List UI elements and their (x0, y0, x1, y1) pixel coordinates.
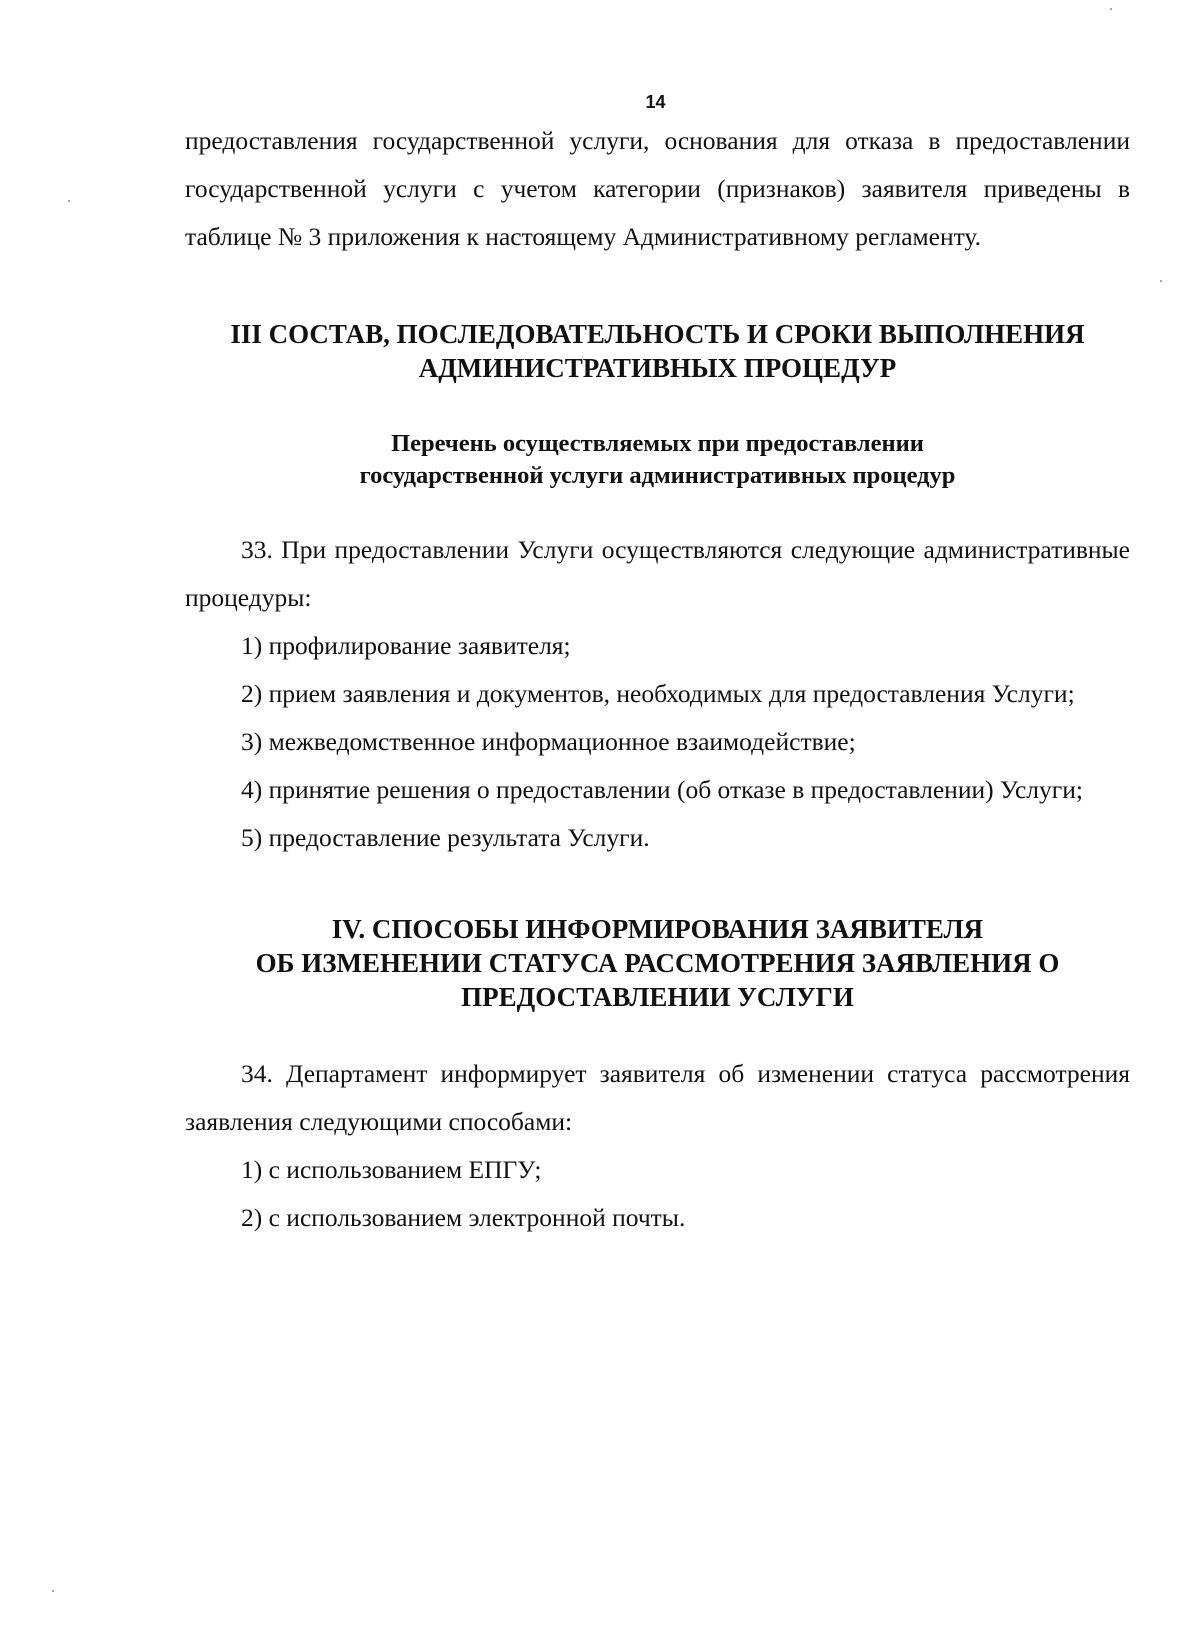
scan-speck (52, 1590, 54, 1592)
list-item: 5) предоставление результата Услуги. (241, 823, 650, 852)
document-body (185, 117, 1130, 1242)
section-4-body (185, 1050, 1130, 1242)
paragraph-33: 33. При предоставлении Услуги осуществляются следующие административные процедуры: (185, 535, 1130, 612)
scan-speck (68, 200, 70, 202)
section-4-title-line-2: ОБ ИЗМЕНЕНИИ СТАТУСА РАССМОТРЕНИЯ ЗАЯВЛЕНИЯ О (255, 948, 1060, 978)
intro-paragraph: предоставления государственной услуги, основания для отказа в предоставлении государственной услуги с учетом категории (признаков) заявителя приведены в таблице № 3 приложения к настоящему Административному регламенту. (185, 126, 1130, 251)
paragraph-34: 34. Департамент информирует заявителя об изменении статуса рассмотрения заявления следующими способами: (185, 1059, 1130, 1136)
list-item: 1) с использованием ЕПГУ; (241, 1155, 542, 1184)
page-number: 14 (645, 92, 666, 112)
section-3-body (185, 526, 1130, 862)
scan-speck (1160, 280, 1162, 282)
list-item: 2) прием заявления и документов, необходимых для предоставления Услуги; (241, 679, 1075, 708)
section-4-title-line-1: IV. СПОСОБЫ ИНФОРМИРОВАНИЯ ЗАЯВИТЕЛЯ (331, 914, 984, 944)
list-item: 4) принятие решения о предоставлении (об отказе в предоставлении) Услуги; (241, 775, 1083, 804)
list-item: 2) с использованием электронной почты. (241, 1203, 686, 1232)
section-3-subheading (185, 428, 1130, 492)
section-4-title-line-3: ПРЕДОСТАВЛЕНИИ УСЛУГИ (461, 982, 854, 1012)
section-3-title-line-1: III СОСТАВ, ПОСЛЕДОВАТЕЛЬНОСТЬ И СРОКИ ВЫПОЛНЕНИЯ (230, 319, 1085, 349)
section-3-heading (185, 317, 1130, 385)
list-item: 3) межведомственное информационное взаимодействие; (241, 727, 856, 756)
section-3-title-line-2: АДМИНИСТРАТИВНЫХ ПРОЦЕДУР (418, 353, 897, 383)
section-3-subtitle-line-2: государственной услуги административных процедур (359, 462, 956, 489)
scan-speck (1110, 8, 1112, 10)
section-4-heading (185, 912, 1130, 1014)
section-3-subtitle-line-1: Перечень осуществляемых при предоставлении (391, 430, 924, 457)
list-item: 1) профилирование заявителя; (241, 631, 571, 660)
